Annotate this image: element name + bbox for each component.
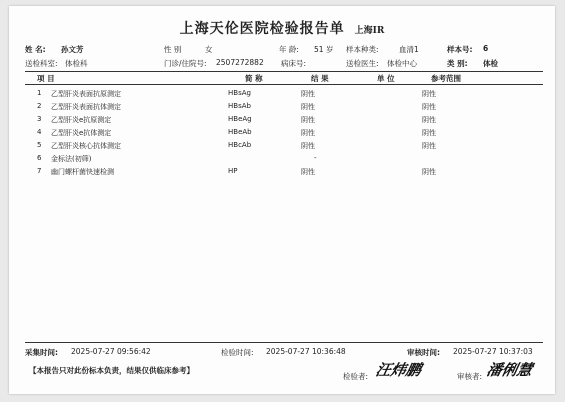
row-no: 1 [37, 89, 42, 97]
tester-signature: 汪炜鹏 [373, 361, 423, 379]
table-row [9, 128, 555, 140]
row-item-name: 乙型肝炎e抗体测定 [51, 129, 112, 137]
specimen-label: 样本种类: [346, 45, 379, 54]
patient-name: 孙文芳 [61, 45, 84, 54]
sample-no: 6 [483, 44, 489, 53]
row-range: 阴性 [422, 116, 436, 124]
row-result: 阴性 [301, 168, 315, 176]
col-item: 项 目 [37, 74, 55, 83]
header-bottom-rule [25, 84, 543, 85]
row-item-name: 乙型肝炎表面抗体测定 [51, 103, 121, 111]
dept-label: 送检科室: [25, 59, 58, 68]
doctor-value: 体检中心 [387, 59, 417, 68]
tester-label: 检验者: [343, 372, 369, 381]
report-title-text: 上海天伦医院检验报告单 [179, 21, 345, 37]
footer-rule [25, 342, 543, 343]
reviewer-signature: 潘俐慧 [484, 361, 534, 379]
header-top-rule [25, 71, 543, 72]
table-row [9, 89, 555, 101]
patient-sex: 女 [205, 45, 213, 54]
table-row [9, 154, 555, 166]
row-range: 阴性 [422, 142, 436, 150]
row-item-name: 幽门螺杆菌快速检测 [51, 168, 114, 176]
row-no: 4 [37, 128, 42, 136]
test-time-label: 检验时间: [221, 348, 254, 357]
row-range: 阴性 [422, 168, 436, 176]
row-no: 6 [37, 154, 42, 162]
table-row [9, 102, 555, 114]
col-result: 结 果 [311, 74, 329, 83]
sex-label: 性 别 [164, 45, 182, 54]
collect-time-label: 采集时间: [25, 348, 58, 357]
row-abbr: HP [228, 167, 238, 175]
category-label: 类 别: [447, 59, 468, 68]
patient-age: 51 岁 [314, 45, 334, 54]
row-no: 2 [37, 102, 42, 110]
name-label: 姓 名: [25, 45, 46, 54]
disclaimer: 【本报告只对此份标本负责，结果仅供临床参考】 [29, 366, 194, 375]
age-label: 年 龄: [279, 45, 299, 54]
row-result: 阴性 [301, 142, 315, 150]
row-result: 阴性 [301, 116, 315, 124]
col-range: 参考范围 [431, 74, 461, 83]
row-result: 阴性 [301, 90, 315, 98]
row-item-name: 乙型肝炎e抗原测定 [51, 116, 112, 124]
clinic-no: 2507272882 [216, 58, 264, 67]
report-subtitle: 上海IR [354, 26, 385, 36]
row-no: 3 [37, 115, 42, 123]
row-range: 阴性 [422, 103, 436, 111]
row-range: 阴性 [422, 90, 436, 98]
table-row [9, 167, 555, 179]
category-value: 体检 [483, 59, 498, 68]
sample-no-label: 样本号: [447, 45, 473, 54]
col-abbr: 简 称 [245, 74, 263, 83]
row-item-name: 乙型肝炎表面抗原测定 [51, 90, 121, 98]
bed-label: 病床号: [281, 59, 307, 68]
review-time-label: 审核时间: [407, 348, 440, 357]
row-range: 阴性 [422, 129, 436, 137]
clinic-no-label: 门诊/住院号: [164, 59, 207, 68]
row-abbr: HBeAb [228, 128, 252, 136]
collect-time: 2025-07-27 09:56:42 [71, 347, 151, 356]
row-no: 5 [37, 141, 42, 149]
row-abbr: HBcAb [228, 141, 252, 149]
review-time: 2025-07-27 10:37:03 [453, 347, 533, 356]
dept-value: 体检科 [65, 59, 88, 68]
specimen-type: 血清1 [399, 45, 419, 54]
row-abbr: HBsAg [228, 89, 251, 97]
col-unit: 单 位 [377, 74, 395, 83]
lab-report-sheet [9, 6, 555, 394]
reviewer-label: 审核者: [457, 372, 483, 381]
doctor-label: 送检医生: [346, 59, 379, 68]
row-result: 阴性 [301, 103, 315, 111]
report-title [9, 18, 555, 38]
row-abbr: HBsAb [228, 102, 251, 110]
test-time: 2025-07-27 10:36:48 [266, 347, 346, 356]
row-abbr: HBeAg [228, 115, 252, 123]
row-item-name: 乙型肝炎核心抗体测定 [51, 142, 121, 150]
row-result: 阴性 [301, 129, 315, 137]
table-row [9, 115, 555, 127]
table-row [9, 141, 555, 153]
row-no: 7 [37, 167, 42, 175]
row-result: - [314, 154, 317, 162]
row-item-name: 金标法(初筛) [51, 155, 92, 163]
